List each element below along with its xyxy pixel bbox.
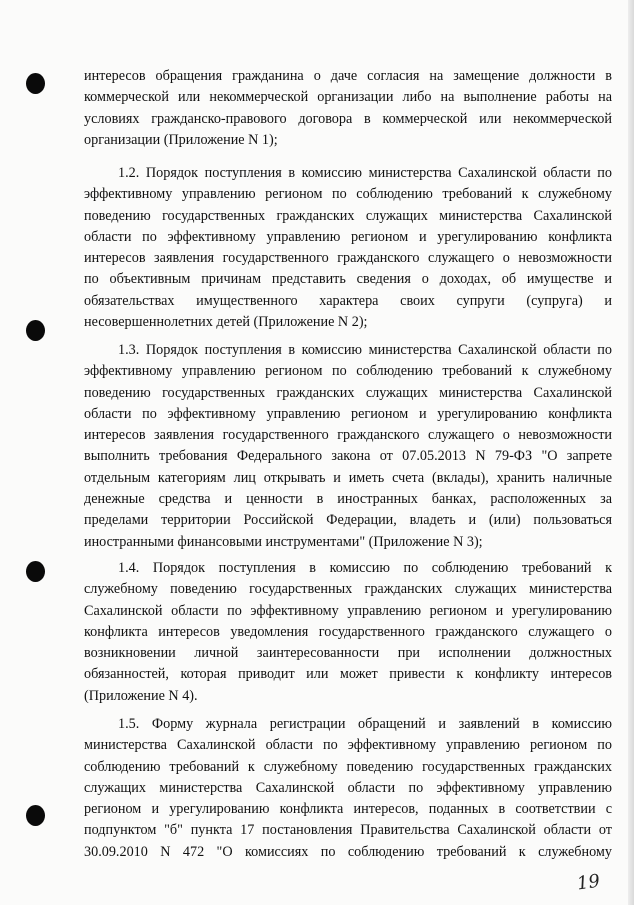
text-line: области по эффективному управлению регионом и урегулированию конфликта [84, 228, 612, 245]
text-line: организации (Приложение N 1); [84, 131, 278, 148]
text-line: соблюдению требований к служебному поведению государственных гражданских [84, 758, 612, 775]
text-line: отдельным категориям лиц открывать и иметь счета (вклады), хранить наличные [84, 469, 612, 486]
text-line: возникновении личной заинтересованности при исполнении должностных [84, 645, 612, 662]
text-line: конфликта интересов уведомления государственного гражданского служащего о [84, 623, 612, 640]
text-line: иностранными финансовыми инструментами" (Приложение N 3); [84, 533, 483, 550]
text-line: 1.4. Порядок поступления в комиссию по соблюдению требований к [118, 560, 612, 576]
text-line: Сахалинской области по эффективному управлению регионом и урегулированию [84, 602, 612, 619]
page-edge [628, 0, 634, 905]
text-line: регионом и урегулированию конфликта интересов, поданных в соответствии с [84, 801, 612, 818]
punch-hole-3 [26, 561, 45, 582]
paragraph-1-3 [84, 340, 612, 553]
text-line: 1.3. Порядок поступления в комиссию министерства Сахалинской области по [118, 342, 612, 358]
paragraph-1-1-continuation [84, 66, 612, 151]
text-line: обязательствах имущественного характера своих супруги (супруга) и [84, 292, 612, 309]
text-line: 1.5. Форму журнала регистрации обращений и заявлений в комиссию [118, 716, 612, 732]
text-line: выполнить требования Федерального закона от 07.05.2013 N 79-ФЗ "О запрете [84, 448, 612, 465]
paragraph-1-5 [84, 714, 612, 863]
text-line: обязанностей, которая приводит или может привести к конфликту интересов [84, 666, 612, 683]
handwritten-page-number: 19 [575, 870, 602, 895]
text-line: интересов заявления государственного гражданского служащего о невозможности [84, 250, 612, 267]
text-line: 30.09.2010 N 472 "О комиссиях по соблюдению требований к служебному [84, 843, 612, 860]
text-line: служащих министерства Сахалинской области по эффективному управлению [84, 779, 612, 796]
text-line: денежные средства и ценности в иностранных банках, расположенных за [84, 491, 612, 508]
text-line: по объективным причинам представить сведения о доходах, об имуществе и [84, 271, 612, 288]
text-line: коммерческой или некоммерческой организации либо на выполнение работы на [84, 89, 612, 106]
text-line: поведению государственных гражданских служащих министерства Сахалинской [84, 384, 612, 401]
paragraph-1-2 [84, 163, 612, 333]
text-line: несовершеннолетних детей (Приложение N 2); [84, 314, 368, 331]
text-line: (Приложение N 4). [84, 687, 198, 704]
punch-hole-1 [26, 73, 45, 94]
text-line: интересов обращения гражданина о даче согласия на замещение должности в [84, 68, 612, 84]
text-line: условиях гражданско-правового договора в коммерческой или некоммерческой [84, 110, 612, 127]
paragraph-1-4 [84, 558, 612, 707]
text-line: подпунктом "б" пункта 17 постановления Правительства Сахалинской области от [84, 822, 612, 839]
text-line: поведению государственных гражданских служащих министерства Сахалинской [84, 207, 612, 224]
text-line: 1.2. Порядок поступления в комиссию министерства Сахалинской области по [118, 165, 612, 181]
punch-hole-2 [26, 320, 45, 341]
text-line: пределами территории Российской Федерации, владеть и (или) пользоваться [84, 512, 612, 529]
text-line: служебному поведению государственных гражданских служащих министерства [84, 581, 612, 598]
text-line: эффективному управлению регионом по соблюдению требований к служебному [84, 363, 612, 380]
text-line: интересов заявления государственного гражданского служащего о невозможности [84, 427, 612, 444]
text-line: области по эффективному управлению регионом и урегулированию конфликта [84, 405, 612, 422]
text-line: министерства Сахалинской области по эффективному управлению регионом по [84, 737, 612, 754]
punch-hole-4 [26, 805, 45, 826]
text-line: эффективному управлению регионом по соблюдению требований к служебному [84, 186, 612, 203]
